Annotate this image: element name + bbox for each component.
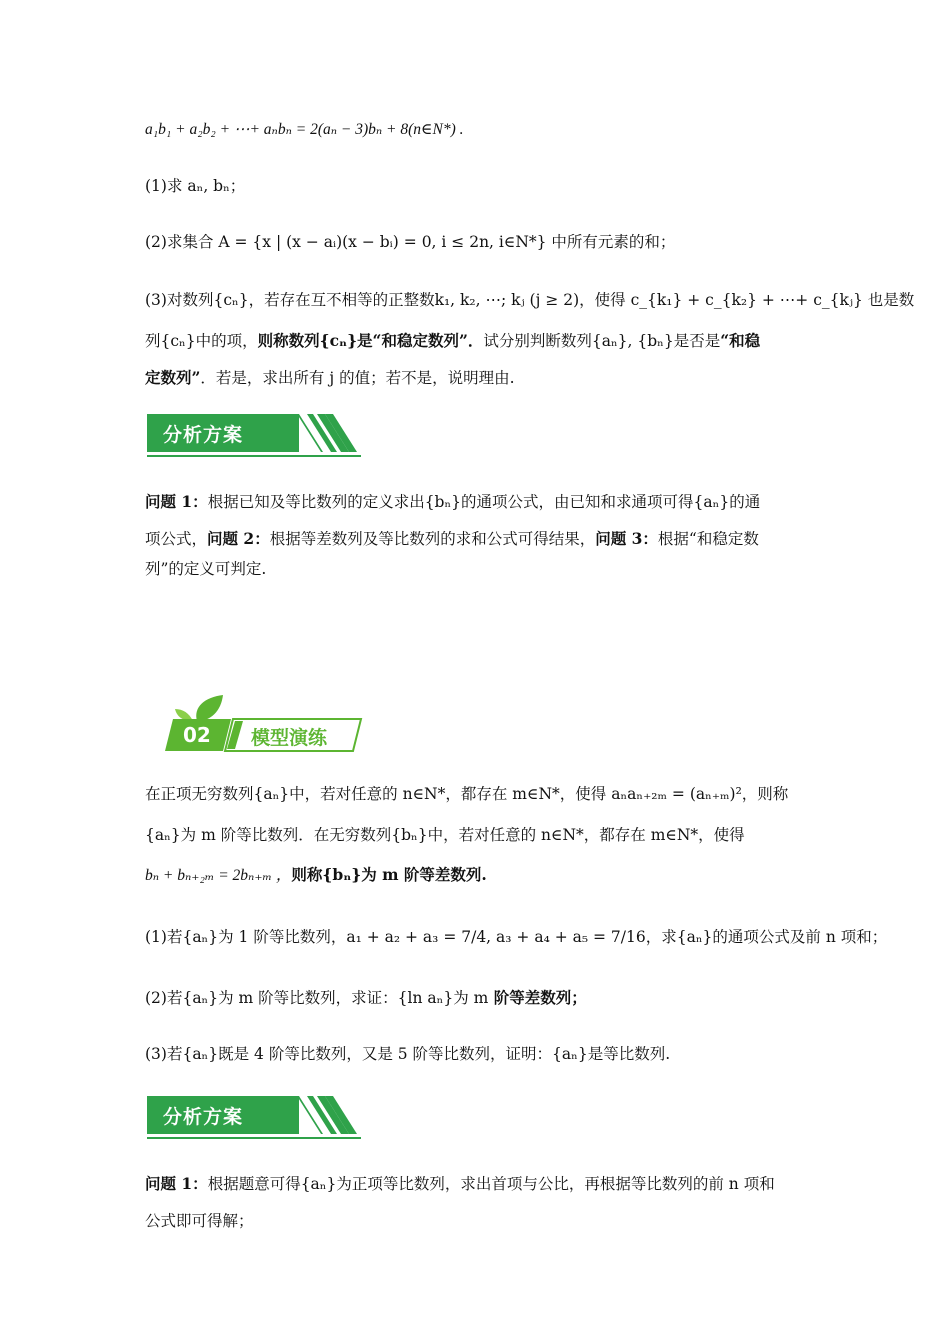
q3-text-a: 列{cₙ}中的项， (145, 332, 258, 350)
model-section-badge (163, 693, 363, 755)
problem-line-1: 在正项无穷数列{aₙ}中，若对任意的 n∈N*，都存在 m∈N*，使得 aₙaₙ₊₂ₘ = (aₙ₊ₘ)²，则称 (145, 785, 789, 803)
analysis-1-line-3: 列”的定义可判定. (145, 560, 267, 578)
question-2: (2)求集合 A = {x | (x − aᵢ)(x − bᵢ) = 0, i ≤ 2n, i∈N*} 中所有元素的和； (145, 233, 676, 251)
section-title: 模型演练 (251, 727, 328, 749)
formula: bₙ + bₙ₊₂ₘ = 2bₙ₊ₘ ， (145, 867, 292, 884)
q3-text-d: “和稳 (720, 331, 761, 350)
q3-text-c: 试分别判断数列{aₙ}, {bₙ}是否是 (483, 332, 721, 350)
problem-line-3 (145, 865, 487, 886)
q3-text-f: ．若是，求出所有 j 的值；若不是，说明理由. (200, 369, 515, 387)
q2-text: (2)若{aₙ}为 m 阶等比数列，求证：{ln aₙ}为 m (145, 989, 489, 1007)
label-q1: 问题 1： (145, 492, 208, 511)
question-3-line-2 (145, 331, 760, 351)
banner-title: 分析方案 (163, 424, 244, 446)
section-number: 02 (183, 723, 211, 747)
label-q3: 问题 3： (595, 529, 658, 548)
q3-text-e: 定数列” (145, 368, 201, 387)
analysis-text: 根据等差数列及等比数列的求和公式可得结果， (269, 530, 596, 548)
analysis-1-line-1 (145, 492, 760, 512)
analysis-2-line-1 (145, 1174, 775, 1194)
banner-title: 分析方案 (163, 1106, 244, 1128)
problem-question-2 (145, 988, 587, 1008)
label-q1: 问题 1： (145, 1174, 208, 1193)
analysis-text: 根据已知及等比数列的定义求出{bₙ}的通项公式，由已知和求通项可得{aₙ}的通 (207, 493, 761, 511)
problem-line-2: {aₙ}为 m 阶等比数列．在无穷数列{bₙ}中，若对任意的 n∈N*，都存在 m∈N*，使得 (145, 826, 745, 844)
label-q2: 问题 2： (207, 529, 270, 548)
definition: 则称{bₙ}为 m 阶等差数列. (291, 865, 487, 884)
analysis-text: 根据“和稳定数 (657, 530, 759, 548)
formula-line: a₁b₁ + a₂b₂ + ⋯+ aₙbₙ = 2(aₙ − 3)bₙ + 8(n∈N*) . (145, 121, 464, 138)
analysis-banner-1 (147, 414, 361, 458)
q3-text-b: 则称数列{cₙ}是“和稳定数列”． (257, 331, 484, 350)
analysis-banner-2 (147, 1096, 361, 1140)
analysis-1-line-2 (145, 529, 759, 549)
question-3-line-3 (145, 368, 515, 388)
question-1: (1)求 aₙ, bₙ； (145, 177, 246, 195)
analysis-text: 项公式， (145, 530, 208, 548)
analysis-text: 根据题意可得{aₙ}为正项等比数列，求出首项与公比，再根据等比数列的前 n 项和 (207, 1175, 775, 1193)
problem-question-1: (1)若{aₙ}为 1 阶等比数列，a₁ + a₂ + a₃ = 7/4, a₃ + a₄ + a₅ = 7/16，求{aₙ}的通项公式及前 n 项和； (145, 928, 888, 946)
analysis-2-line-2: 公式即可得解； (145, 1212, 254, 1230)
q2-bold: 阶等差数列； (488, 988, 587, 1007)
problem-question-3: (3)若{aₙ}既是 4 阶等比数列，又是 5 阶等比数列，证明：{aₙ}是等比数列. (145, 1045, 671, 1063)
question-3-line-1: (3)对数列{cₙ}，若存在互不相等的正整数k₁, k₂, ⋯; kⱼ (j ≥ 2)，使得 c_{k₁} + c_{k₂} + ⋯+ c_{kⱼ} 也是数 (145, 291, 915, 309)
